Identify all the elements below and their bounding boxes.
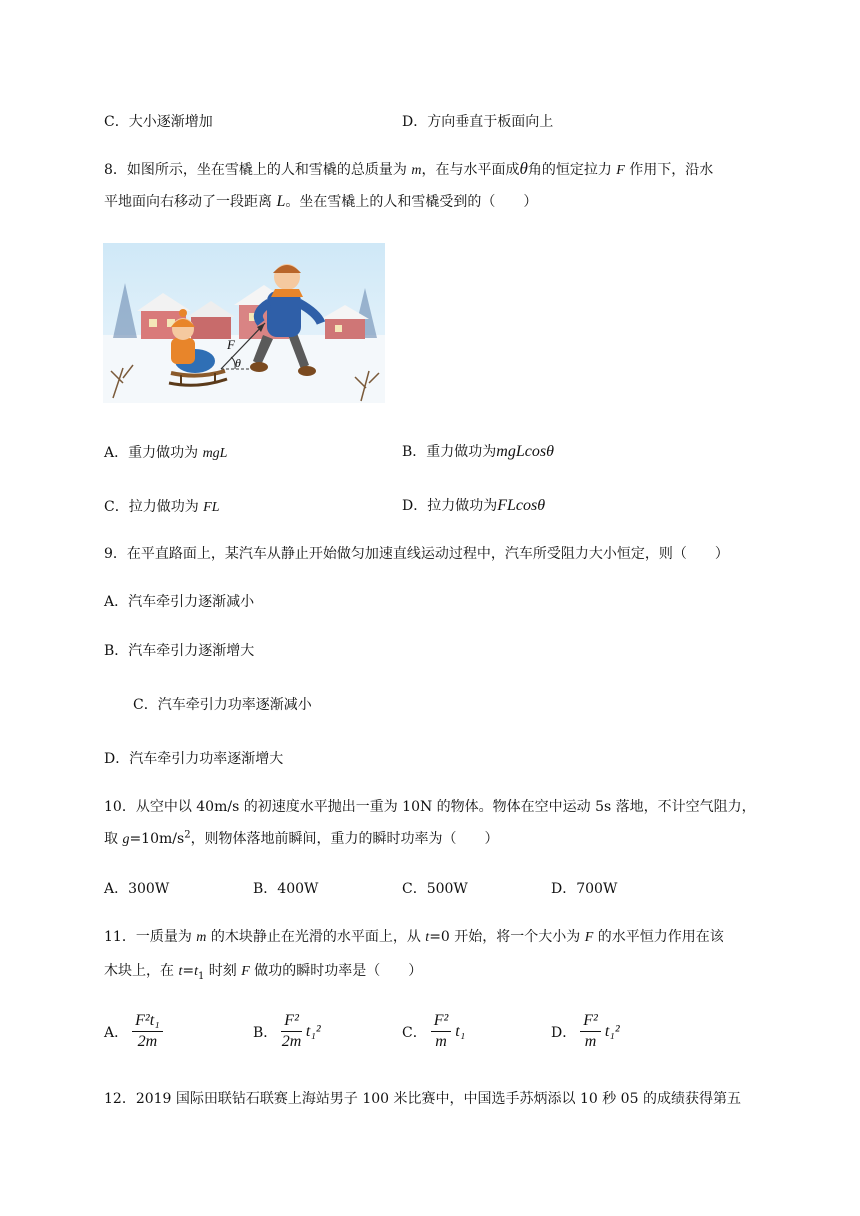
q11-option-c: C． $\frac{\text{F²}}{m}$ t₁ (402, 1012, 466, 1050)
q10-option-b: B．400W (253, 881, 319, 897)
q10-stem-line2: 取 $g=10m/s^2$，则物体落地前瞬间，重力的瞬时功率为（ ） (104, 829, 499, 847)
q8-stem-line2: 平地面向右移动了一段距离 L。坐在雪橇上的人和雪橇受到的（ ） (104, 193, 538, 210)
q8-option-c: C．拉力做功为 FL (104, 499, 220, 515)
q10-option-d: D．700W (551, 881, 618, 897)
q9-option-a: A．汽车牵引力逐渐减小 (104, 594, 255, 610)
q11-stem-line2: 木块上，在 $t=t_1$ 时刻 F 做功的瞬时功率是（ ） (104, 963, 423, 982)
q8-option-b: B．重力做功为mgLcosθ (402, 443, 554, 460)
q9-option-b: B．汽车牵引力逐渐增大 (104, 643, 255, 659)
q10-option-a: A．300W (104, 881, 170, 897)
q11-option-a: A． $\frac{\text{F²t₁}}{2m}$ (104, 1012, 167, 1051)
q11-stem-line1: 11．一质量为 m 的木块静止在光滑的水平面上，从 t=0 开始，将一个大小为 F 的水平恒力作用在该 (104, 929, 724, 945)
q10-option-c: C．500W (402, 881, 468, 897)
q10-stem-line1: 10．从空中以 40m/s 的初速度水平抛出一重为 10N 的物体。物体在空中运动 5s 落地，不计空气阻力， (104, 799, 756, 815)
fraction: $\frac{\text{F²}}{2m}$ (281, 1012, 302, 1050)
q7-option-c: C．大小逐渐增加 (104, 114, 213, 130)
q9-stem: 9．在平直路面上，某汽车从静止开始做匀加速直线运动过程中，汽车所受阻力大小恒定，则（ ） (104, 546, 729, 562)
q7-option-d: D．方向垂直于板面向上 (402, 114, 554, 130)
force-label: F (227, 337, 235, 352)
fraction: $\frac{\text{F²}}{m}$ (580, 1012, 601, 1051)
q8-option-d: D．拉力做功为FLcosθ (402, 497, 546, 514)
q9-option-d: D．汽车牵引力功率逐渐增大 (104, 751, 284, 767)
q9-option-c: C．汽车牵引力功率逐渐减小 (133, 697, 312, 713)
q8-stem-line1: 8．如图所示，坐在雪橇上的人和雪橇的总质量为 m，在与水平面成θ角的恒定拉力 F 作用下，沿水 (104, 159, 714, 178)
q8-option-a: A．重力做功为 mgL (104, 445, 228, 461)
sled-illustration (103, 243, 385, 403)
q12-stem-line1: 12．2019 国际田联钻石联赛上海站男子 100 米比赛中，中国选手苏炳添以 10 秒 05 的成绩获得第五 (104, 1091, 741, 1107)
q11-option-b: B． $\frac{\text{F²}}{2m}$ t₁² (253, 1012, 321, 1050)
fraction: $\frac{\text{F²t₁}}{2m}$ (132, 1012, 163, 1051)
q11-option-d: D． $\frac{\text{F²}}{m}$ t₁² (551, 1012, 620, 1050)
fraction: $\frac{\text{F²}}{m}$ (431, 1012, 452, 1051)
angle-label: θ (235, 356, 241, 370)
